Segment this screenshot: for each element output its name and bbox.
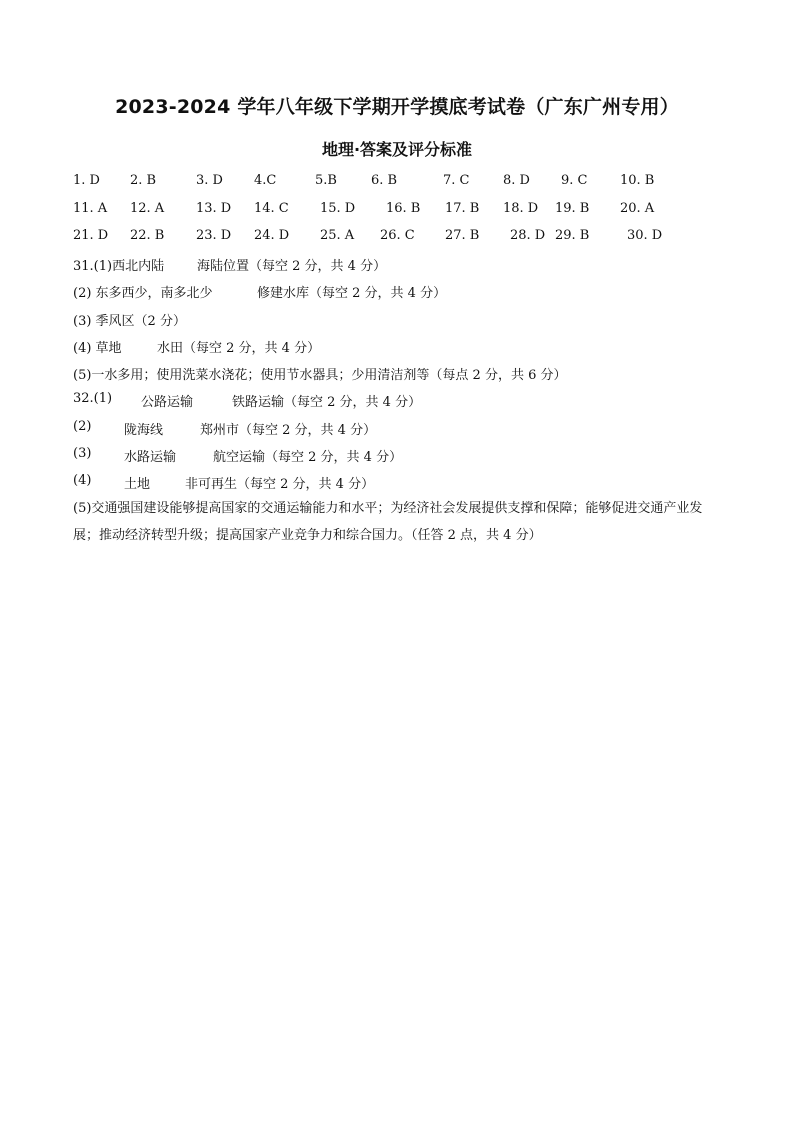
mc-answer: 24. D (254, 228, 290, 243)
answer-text: 航空运输（每空 2 分，共 4 分） (213, 450, 403, 465)
answer-text: 土地 (124, 477, 151, 492)
answer-text: 公路运输 (141, 395, 194, 410)
mc-answer: 11. A (73, 201, 108, 216)
mc-answer: 25. A (320, 228, 355, 243)
mc-answer: 7. C (443, 173, 470, 188)
answer-text: 水路运输 (124, 450, 177, 465)
mc-answer: 10. B (620, 173, 655, 188)
mc-answer: 28. D (510, 228, 546, 243)
answer-text: 陇海线 (124, 423, 164, 438)
mc-answer: 2. B (130, 173, 157, 188)
mc-answer: 22. B (130, 228, 165, 243)
mc-answer: 21. D (73, 228, 109, 243)
answer-text: 郑州市（每空 2 分，共 4 分） (200, 423, 377, 438)
answer-text: (4) 草地 (73, 341, 122, 356)
answer-text: 海陆位置（每空 2 分，共 4 分） (197, 259, 387, 274)
q31-part5: (5)一水多用；使用洗菜水浇花；使用节水器具；少用清洁剂等（每点 2 分，共 6 分） (73, 368, 567, 383)
mc-answer: 6. B (371, 173, 398, 188)
mc-answer: 30. D (627, 228, 663, 243)
mc-answer: 26. C (380, 228, 415, 243)
answer-text: (2) 东多西少，南多北少 (73, 286, 213, 301)
mc-answer: 1. D (73, 173, 100, 188)
mc-answer: 3. D (196, 173, 223, 188)
mc-answer: 27. B (445, 228, 480, 243)
mc-answer: 17. B (445, 201, 480, 216)
mc-answer: 8. D (503, 173, 530, 188)
answer-label: (2) (73, 419, 92, 434)
mc-answer: 16. B (386, 201, 421, 216)
mc-answer: 29. B (555, 228, 590, 243)
mc-answer: 5.B (315, 173, 337, 188)
answer-text: 非可再生（每空 2 分，共 4 分） (185, 477, 375, 492)
mc-answer: 12. A (130, 201, 165, 216)
mc-answer: 14. C (254, 201, 289, 216)
mc-answer: 9. C (561, 173, 588, 188)
mc-answer: 18. D (503, 201, 539, 216)
q32-part5: (5)交通强国建设能够提高国家的交通运输能力和水平；为经济社会发展提供支撑和保障；能够促进交通产业发展；推动经济转型升级；提高国家产业竞争力和综合国力。（任答 2 点，共 4 分） (73, 501, 703, 543)
answer-text: 水田（每空 2 分，共 4 分） (157, 341, 321, 356)
answer-label: (4) (73, 473, 92, 488)
mc-answer: 4.C (254, 173, 277, 188)
document-subtitle: 地理·答案及评分标准 (321, 140, 473, 159)
mc-answer: 15. D (320, 201, 356, 216)
mc-answer: 13. D (196, 201, 232, 216)
mc-answer: 20. A (620, 201, 655, 216)
answer-text: 铁路运输（每空 2 分，共 4 分） (232, 395, 422, 410)
answer-text: 31.(1)西北内陆 (73, 259, 165, 274)
document-title: 2023-2024 学年八年级下学期开学摸底考试卷（广东广州专用） (115, 96, 679, 118)
q31-part3: (3) 季风区（2 分） (73, 314, 186, 329)
answer-label: (3) (73, 446, 92, 461)
answer-text: 修建水库（每空 2 分，共 4 分） (257, 286, 447, 301)
answer-label: 32.(1) (73, 391, 113, 406)
mc-answer: 23. D (196, 228, 232, 243)
mc-answer: 19. B (555, 201, 590, 216)
